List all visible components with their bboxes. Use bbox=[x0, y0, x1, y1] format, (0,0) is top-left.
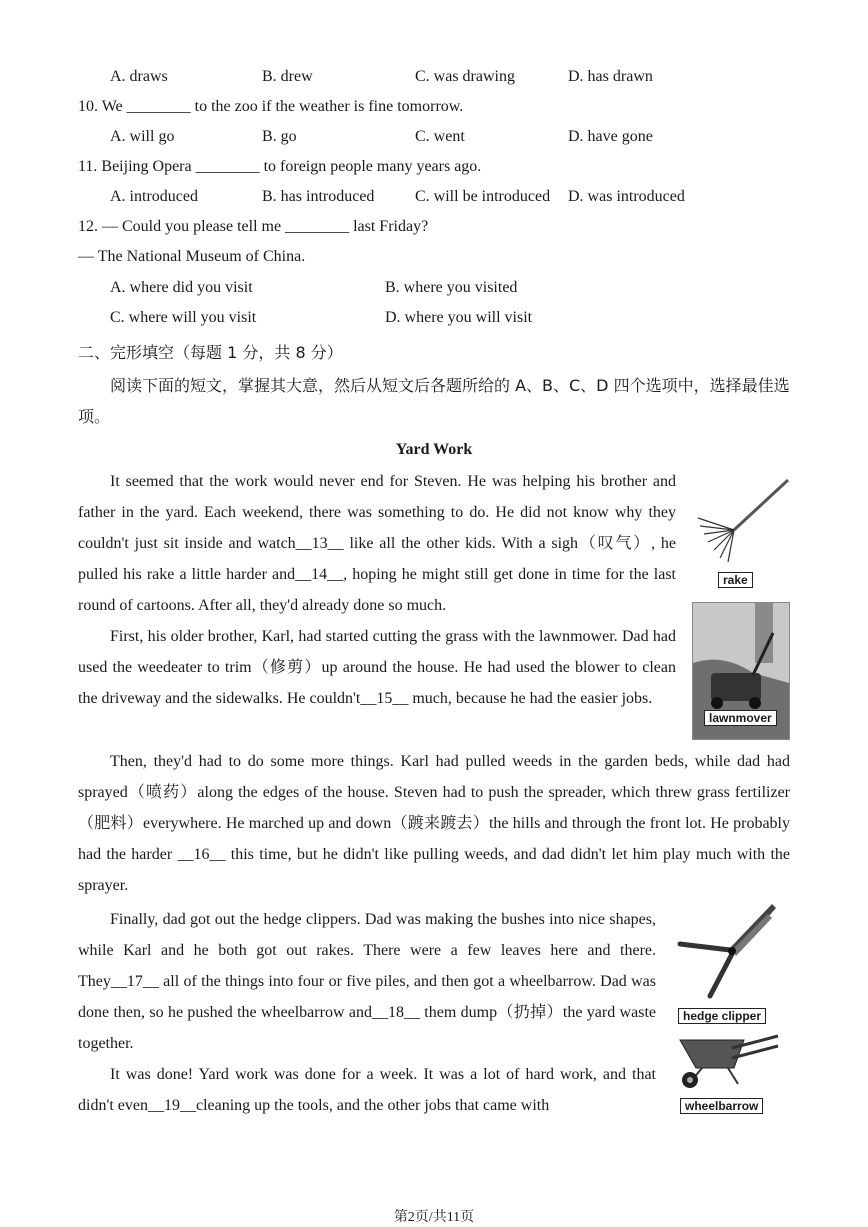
q11-stem: 11. Beijing Opera ________ to foreign people many years ago. bbox=[78, 158, 482, 175]
hedge-clipper-label: hedge clipper bbox=[678, 1008, 766, 1024]
paragraph-3: Then, they'd had to do some more things. Karl had pulled weeds in the garden beds, while dad had sprayed（喷药）along the edges of the house. Steven had to push the spreader, which threw grass fertilizer（肥料）everywhere. He marched up and down（踱来踱去）the hills and through the front lot. He probably had the harder __16__ this time, but he didn't like pulling weeds, and dad didn't let him play much with the sprayer. bbox=[78, 753, 790, 894]
wheelbarrow-label: wheelbarrow bbox=[680, 1098, 763, 1114]
q12-option-a: A. where did you visit bbox=[110, 279, 253, 296]
section-heading: 二、完形填空（每题 1 分，共 8 分） bbox=[78, 343, 343, 362]
rake-label: rake bbox=[718, 572, 753, 588]
q11-option-b: B. has introduced bbox=[262, 188, 375, 205]
q9-option-c: C. was drawing bbox=[415, 68, 515, 85]
q11-option-d: D. was introduced bbox=[568, 188, 685, 205]
q12-reply: — The National Museum of China. bbox=[78, 248, 306, 265]
hedge-clipper-image bbox=[672, 900, 782, 1000]
lawnmower-label: lawnmover bbox=[704, 710, 777, 726]
q10-option-a: A. will go bbox=[110, 128, 175, 145]
paragraph-1: It seemed that the work would never end for Steven. He was helping his brother and father in the yard. Each weekend, there was something to do. He did not know why they couldn't just sit inside and watch__13__ like all the other kids. With a sigh（叹气）, he pulled his rake a little harder and__14__, hoping he might still get done in time for the last round of cartoons. After all, they'd already done so much. bbox=[78, 473, 676, 614]
paragraph-5: It was done! Yard work was done for a week. It was a lot of hard work, and that didn't even__19__cleaning up the tools, and the other jobs that came with bbox=[78, 1066, 656, 1114]
section-instruction: 阅读下面的短文，掌握其大意，然后从短文后各题所给的 A、B、C、D 四个选项中，选择最佳选项。 bbox=[78, 376, 790, 426]
q10-stem: 10. We ________ to the zoo if the weather is fine tomorrow. bbox=[78, 98, 464, 115]
page-footer: 第2页/共11页 bbox=[393, 1210, 475, 1225]
q10-option-b: B. go bbox=[262, 128, 297, 145]
paragraph-4: Finally, dad got out the hedge clippers. Dad was making the bushes into nice shapes, while Karl and he both got out rakes. There were a few leaves here and there. They__17__ all of the things into four or five piles, and then got a wheelbarrow. Dad was done then, so he pushed the wheelbarrow and__18__ them dump（扔掉）the yard waste together. bbox=[78, 911, 656, 1052]
q12-option-d: D. where you will visit bbox=[385, 309, 533, 326]
q11-option-c: C. will be introduced bbox=[415, 188, 551, 205]
q10-option-d: D. have gone bbox=[568, 128, 653, 145]
q12-option-c: C. where will you visit bbox=[110, 309, 257, 326]
paragraph-2: First, his older brother, Karl, had started cutting the grass with the lawnmower. Dad had used the weedeater to trim（修剪）up around the house. He had used the blower to clean the driveway and the sidewalks. He couldn't__15__ much, because he had the easier jobs. bbox=[78, 628, 676, 707]
rake-image bbox=[690, 478, 790, 568]
q9-option-a: A. draws bbox=[110, 68, 168, 85]
q12-option-b: B. where you visited bbox=[385, 279, 518, 296]
passage-title: Yard Work bbox=[395, 441, 473, 458]
q12-stem: 12. — Could you please tell me ________ last Friday? bbox=[78, 218, 429, 235]
wheelbarrow-image bbox=[672, 1030, 782, 1090]
q10-option-c: C. went bbox=[415, 128, 465, 145]
q9-option-b: B. drew bbox=[262, 68, 313, 85]
q11-option-a: A. introduced bbox=[110, 188, 198, 205]
q9-option-d: D. has drawn bbox=[568, 68, 653, 85]
